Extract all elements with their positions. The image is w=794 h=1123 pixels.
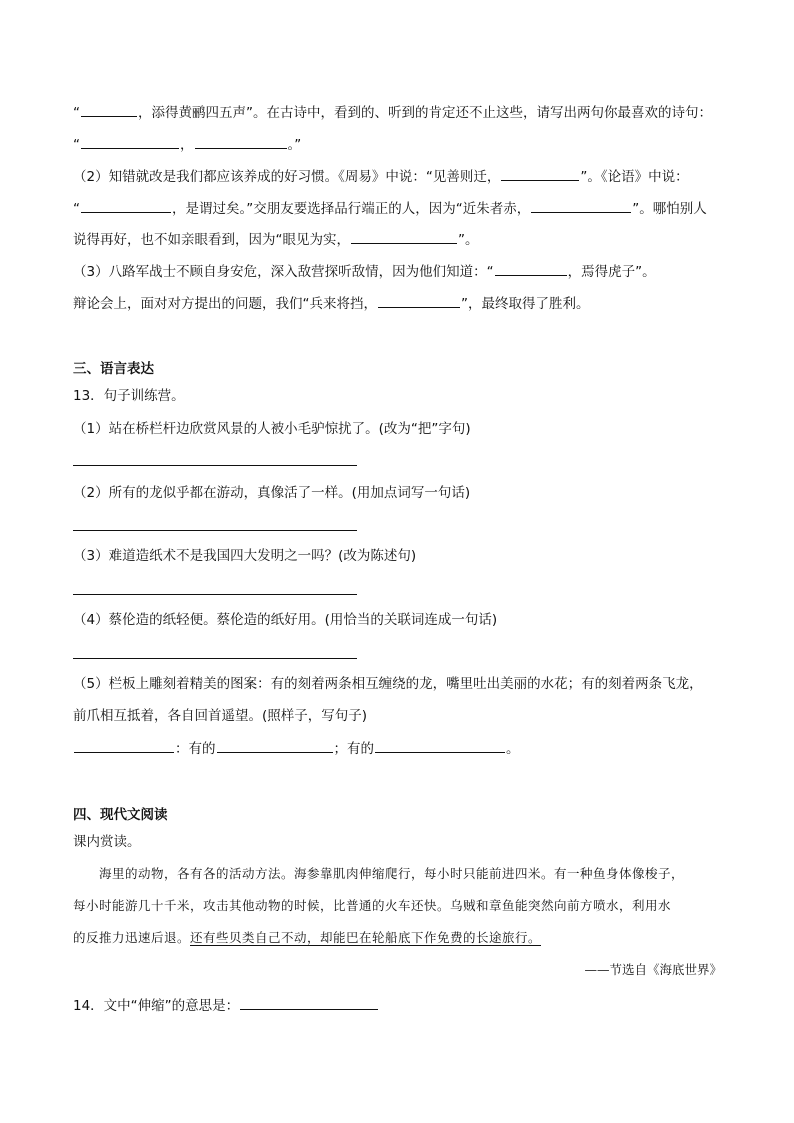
poetry-line-2: “ ， 。” [73, 134, 754, 155]
poetry-line-4: “ ，是谓过矣。”交朋友要选择品行端正的人，因为“近朱者赤， ”。哪怕别人 [73, 198, 754, 219]
q13-item-5-line-1: （5）栏板上雕刻着精美的图案：有的刻着两条相互缠绕的龙，嘴里吐出美丽的水花；有的刻着两条飞龙， [73, 676, 703, 692]
q13-item-5-answer: ：有的 ；有的 。 [73, 738, 754, 759]
section-3-heading: 三、语言表达 [73, 361, 154, 377]
answer-blank[interactable] [74, 738, 174, 753]
answer-blank[interactable] [81, 198, 171, 213]
underlined-sentence: 还有些贝类自己不动，却能巴在轮船底下作免费的长途旅行。 [190, 930, 542, 945]
answer-blank[interactable] [495, 261, 567, 276]
q13-item-5-line-2: 前爪相互抵着，各自回首遥望。(照样子，写句子) [73, 708, 368, 724]
answer-blank[interactable] [501, 166, 579, 181]
answer-blank[interactable] [81, 102, 137, 117]
answer-line[interactable] [73, 465, 357, 466]
answer-blank[interactable] [195, 134, 287, 149]
passage-line-2: 每小时能游几十千米，攻击其他动物的时候，比普通的火车还快。乌贼和章鱼能突然向前方喷水，利用水 [73, 898, 672, 913]
passage-line-3: 的反推力迅速后退。还有些贝类自己不动，却能巴在轮船底下作免费的长途旅行。 [73, 930, 542, 945]
poetry-line-5: 说得再好，也不如亲眼看到，因为“眼见为实， ”。 [73, 229, 754, 250]
q13-item-2: （2）所有的龙似乎都在游动，真像活了一样。(用加点词写一句话) [73, 485, 471, 501]
answer-blank[interactable] [351, 229, 457, 244]
section-4-heading: 四、现代文阅读 [73, 807, 168, 823]
answer-blank[interactable] [81, 134, 179, 149]
answer-blank[interactable] [217, 738, 333, 753]
answer-blank[interactable] [531, 198, 631, 213]
poetry-line-6: （3）八路军战士不顾自身安危，深入敌营探听敌情，因为他们知道：“ ，焉得虎子”。 [73, 261, 754, 282]
poetry-line-3: （2）知错就改是我们都应该养成的好习惯。《周易》中说：“见善则迁， ”。《论语》中说： [73, 166, 754, 187]
question-13: 13．句子训练营。 [73, 388, 185, 404]
answer-line[interactable] [73, 658, 357, 659]
q13-item-3: （3）难道造纸术不是我国四大发明之一吗？(改为陈述句) [73, 548, 417, 564]
poetry-line-1: “ ，添得黄鹂四五声”。在古诗中，看到的、听到的肯定还不止这些，请写出两句你最喜欢的诗句： [73, 102, 754, 123]
reading-intro: 课内赏读。 [73, 834, 141, 850]
answer-blank[interactable] [375, 738, 505, 753]
q13-item-1: （1）站在桥栏杆边欣赏风景的人被小毛驴惊扰了。(改为“把”字句) [73, 421, 471, 437]
answer-blank[interactable] [240, 995, 378, 1010]
answer-line[interactable] [73, 530, 357, 531]
question-14: 14．文中“伸缩”的意思是： [73, 995, 754, 1016]
poetry-line-7: 辩论会上，面对对方提出的问题，我们“兵来将挡， ”，最终取得了胜利。 [73, 293, 754, 314]
answer-blank[interactable] [378, 293, 460, 308]
passage-line-1: 海里的动物，各有各的活动方法。海参靠肌肉伸缩爬行，每小时只能前进四米。有一种鱼身体像梭子， [99, 866, 685, 881]
answer-line[interactable] [73, 594, 357, 595]
passage-source: ——节选自《海底世界》 [584, 962, 722, 977]
q13-item-4: （4）蔡伦造的纸轻便。蔡伦造的纸好用。(用恰当的关联词连成一句话) [73, 612, 498, 628]
